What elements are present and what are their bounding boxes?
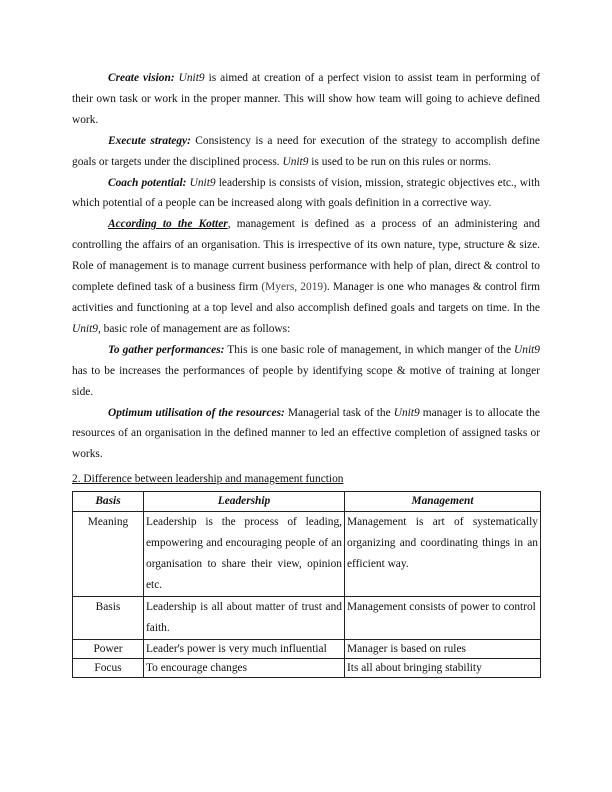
header-leadership: Leadership: [144, 492, 345, 512]
table-cell: Leadership is the process of leading, empowering and encouraging people of an organisation to share their view, opinion etc.: [144, 512, 345, 597]
company-name: Unit9: [72, 322, 98, 335]
table-cell: Manager is based on rules: [345, 639, 541, 658]
table-cell: Focus: [73, 658, 144, 677]
paragraph-coach-potential: Coach potential: Unit9 leadership is consists of vision, mission, strategic objectives etc., with which potential of a people can be increased along with goals definition in a corrective way.: [72, 176, 541, 210]
comparison-table: [72, 491, 541, 677]
header-basis: Basis: [73, 492, 144, 512]
company-name: Unit9: [189, 176, 216, 189]
company-name: Unit9: [178, 72, 205, 84]
paragraph-kotter: According to the Kotter, management is defined as a process of an administering and controlling the affairs of an organisation. This is irrespective of its own nature, type, structure & size. Role of management is to manage current business performance with help of plan, direct & control to complete defined task of a business firm (Myers, 2019). Manager is one who manages & control firm activities and functioning at a top level and also accomplish defined goals and targets on time. In the Unit9, basic role of management are as follows:: [72, 218, 540, 335]
table-cell: To encourage changes: [144, 658, 345, 677]
term-label: Optimum utilisation of the resources:: [108, 406, 285, 419]
company-name: Unit9: [393, 406, 420, 419]
table-cell: Basis: [73, 596, 144, 639]
term-label: Execute strategy:: [108, 134, 191, 147]
document-body: [72, 68, 540, 678]
table-cell: Its all about bringing stability: [345, 658, 541, 677]
table-row: [73, 596, 541, 639]
term-label: Coach potential:: [108, 176, 187, 189]
section-heading: 2. Difference between leadership and management function: [72, 473, 344, 486]
term-label: According to the Kotter: [108, 218, 228, 231]
paragraph-optimum-utilisation: Optimum utilisation of the resources: Managerial task of the Unit9 manager is to allocate the resources of an organisation in the defined manner to led an effective completion of assigned tasks or works.: [72, 406, 540, 461]
citation: (Myers, 2019): [261, 281, 327, 294]
paragraph-create-vision: Create vision: Unit9 is aimed at creation of a perfect vision to assist team in performing of their own task or work in the proper manner. This will show how team will going to achieve defined work.: [72, 72, 540, 126]
table-cell: Power: [73, 639, 144, 658]
table-row: [73, 639, 541, 658]
header-management: Management: [345, 492, 541, 512]
company-name: Unit9: [514, 343, 540, 356]
paragraph-execute-strategy: Execute strategy: Consistency is a need for execution of the strategy to accomplish define goals or targets under the disciplined process. Unit9 is used to be run on this rules or norms.: [72, 134, 540, 168]
table-header-row: [73, 492, 541, 512]
table-row: [73, 512, 541, 597]
paragraph-gather-performances: To gather performances: This is one basic role of management, in which manger of the Unit9 has to be increases the performances of people by identifying scope & motive of training at longer side.: [72, 343, 540, 398]
term-label: Create vision:: [108, 72, 175, 84]
term-label: To gather performances:: [108, 343, 225, 356]
table-cell: Management is art of systematically organizing and coordinating things in an efficient way.: [345, 512, 541, 597]
table-cell: Leadership is all about matter of trust and faith.: [144, 596, 345, 639]
table-cell: Leader's power is very much influential: [144, 639, 345, 658]
company-name: Unit9: [282, 155, 309, 168]
table-cell: Meaning: [73, 512, 144, 597]
table-cell: Management consists of power to control: [345, 596, 541, 639]
table-row: [73, 658, 541, 677]
